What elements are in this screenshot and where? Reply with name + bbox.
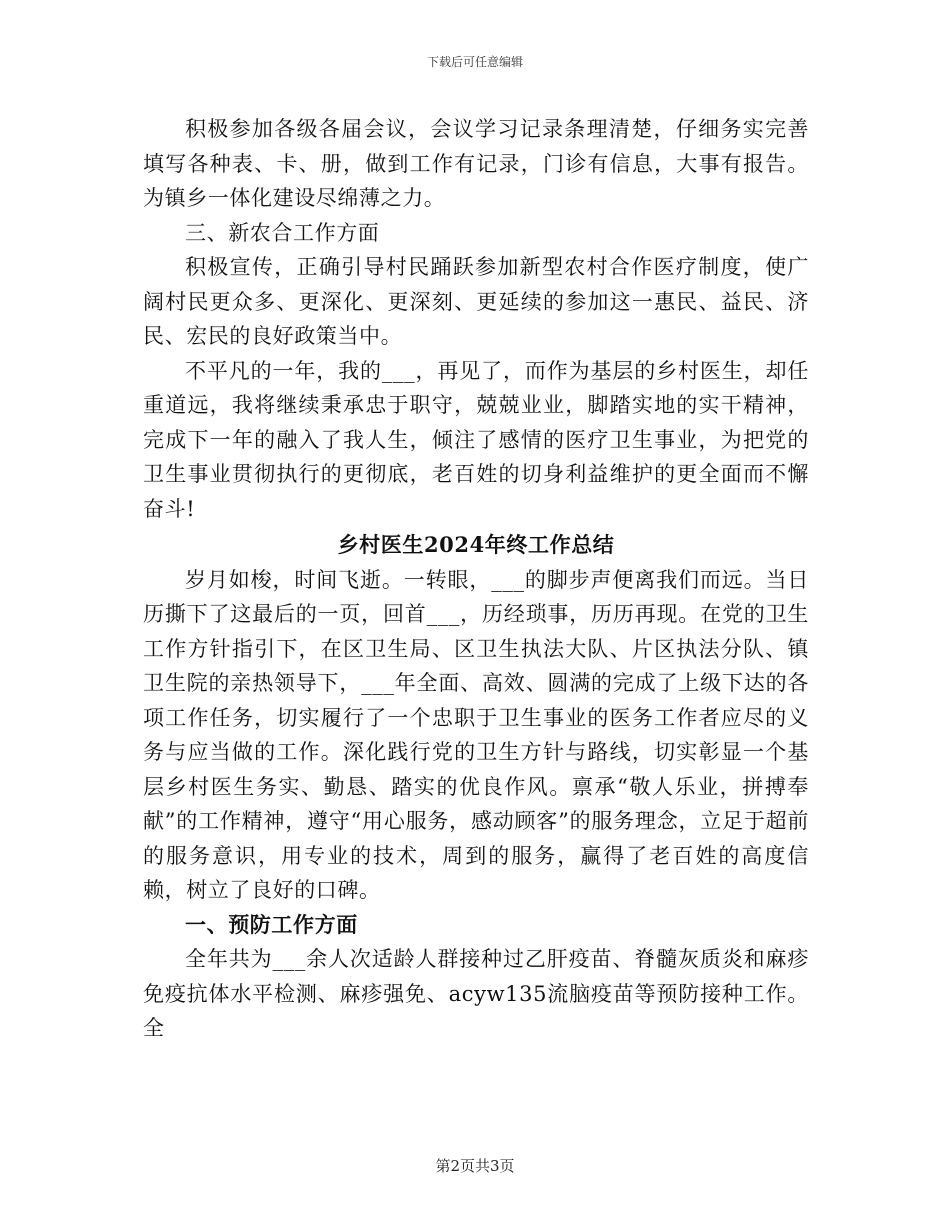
paragraph-cooperative-medical: 积极宣传，正确引导村民踊跃参加新型农村合作医疗制度，使广阔村民更众多、更深化、更深刻、更延续的参加这一惠民、益民、济民、宏民的良好政策当中。 [143,255,809,348]
paragraph-meetings: 积极参加各级各届会议，会议学习记录条理清楚，仔细务实完善填写各种表、卡、册，做到工作有记录，门诊有信息，大事有报告。为镇乡一体化建设尽绵薄之力。 [143,117,809,210]
paragraph-prevention: 全年共为___余人次适龄人群接种过乙肝疫苗、脊髓灰质炎和麻疹免疫抗体水平检测、麻疹强免、acyw135流脑疫苗等预防接种工作。全 [143,947,809,1040]
document-title: 乡村医生2024年终工作总结 [337,532,615,557]
paragraph-summary-intro: 岁月如梭，时间飞逝。一转眼，___的脚步声便离我们而远。当日历撕下了这最后的一页，回首___，历经琐事，历历再现。在党的卫生工作方针指引下，在区卫生局、区卫生执法大队、片区执法分队、镇卫生院的亲热领导下，___年全面、高效、圆满的完成了上级下达的各项工作任务，切实履行了一个忠职于卫生事业的医务工作者应尽的义务与应当做的工作。深化践行党的卫生方针与路线，切实彰显一个基层乡村医生务实、勤恳、踏实的优良作风。禀承“敬人乐业，拼搏奉献”的工作精神，遵守“用心服务，感动顾客”的服务理念，立足于超前的服务意识，用专业的技术，周到的服务，赢得了老百姓的高度信赖，树立了良好的口碑。 [143,567,809,902]
page-number: 第2页共3页 [435,1157,515,1175]
section-heading-prevention: 一、预防工作方面 [185,911,358,937]
section-heading-cooperative-medical: 三、新农合工作方面 [185,220,380,245]
paragraph-year-closing: 不平凡的一年，我的___，再见了，而作为基层的乡村医生，却任重道远，我将继续秉承忠于职守，兢兢业业，脚踏实地的实干精神，完成下一年的融入了我人生，倾注了感情的医疗卫生事业，为把党的卫生事业贯彻执行的更彻底，老百姓的切身利益维护的更全面而不懈奋斗! [143,358,809,521]
page-header-note: 下载后可任意编辑 [426,55,523,69]
document-body [143,112,809,1046]
